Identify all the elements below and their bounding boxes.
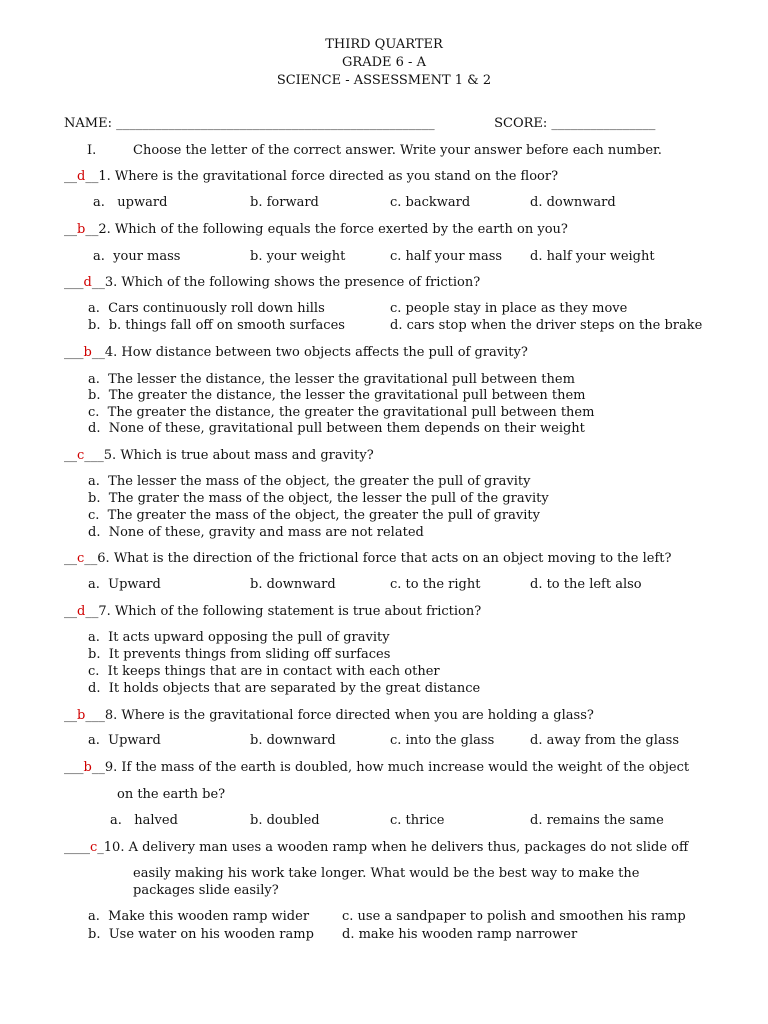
question-10-continued-2: packages slide easily? xyxy=(133,883,279,898)
option-6a: a. Upward xyxy=(88,577,161,592)
question-text: _10. A delivery man uses a wooden ramp when he delivers thus, packages do not slide off xyxy=(97,840,689,855)
answer-blank-pre: ___ xyxy=(64,345,84,360)
answer-blank-pre: __ xyxy=(64,551,77,566)
option-3c: c. people stay in place as they move xyxy=(390,301,628,316)
option-9d: d. remains the same xyxy=(530,813,664,828)
score-field-label: SCORE: ________________ xyxy=(490,116,656,131)
question-text: __1. Where is the gravitational force directed as you stand on the floor? xyxy=(85,169,559,184)
option-8c: c. into the glass xyxy=(390,733,495,748)
option-3b: b. b. things fall off on smooth surfaces xyxy=(88,318,345,333)
option-8d: d. away from the glass xyxy=(530,733,679,748)
option-9b: b. doubled xyxy=(250,813,320,828)
question-text: __3. Which of the following shows the presence of friction? xyxy=(91,275,481,290)
question-1 xyxy=(64,169,558,185)
question-3 xyxy=(64,275,480,291)
answer-mark: d xyxy=(77,169,86,184)
answer-mark: b xyxy=(83,345,92,360)
header-grade: GRADE 6 - A xyxy=(342,55,426,70)
option-2d: d. half your weight xyxy=(530,249,655,264)
name-field-label: NAME: _________________________________________________ xyxy=(64,116,435,131)
answer-blank-pre: __ xyxy=(64,222,77,237)
option-10a: a. Make this wooden ramp wider xyxy=(88,909,310,924)
option-2c: c. half your mass xyxy=(390,249,503,264)
question-text: __9. If the mass of the earth is doubled, how much increase would the weight of the object xyxy=(91,760,690,775)
question-6 xyxy=(64,551,671,567)
answer-mark: c xyxy=(90,840,98,855)
option-6b: b. downward xyxy=(250,577,336,592)
answer-mark: b xyxy=(77,708,86,723)
answer-mark: d xyxy=(83,275,92,290)
option-4a: a. The lesser the distance, the lesser the gravitational pull between them xyxy=(88,372,575,387)
header-quarter: THIRD QUARTER xyxy=(325,37,443,52)
instruction-numeral: I. xyxy=(87,143,97,158)
option-3a: a. Cars continuously roll down hills xyxy=(88,301,325,316)
option-4c: c. The greater the distance, the greater the gravitational pull between them xyxy=(88,405,595,420)
question-text: __7. Which of the following statement is true about friction? xyxy=(85,604,482,619)
instruction-text: Choose the letter of the correct answer. Write your answer before each number. xyxy=(133,143,662,158)
option-2b: b. your weight xyxy=(250,249,346,264)
option-5a: a. The lesser the mass of the object, the greater the pull of gravity xyxy=(88,474,531,489)
option-1b: b. forward xyxy=(250,195,319,210)
header-title: SCIENCE - ASSESSMENT 1 & 2 xyxy=(276,73,492,88)
option-8a: a. Upward xyxy=(88,733,161,748)
answer-mark: c xyxy=(77,448,85,463)
question-2 xyxy=(64,222,568,238)
answer-blank-pre: __ xyxy=(64,708,77,723)
option-1c: c. backward xyxy=(390,195,471,210)
option-7a: a. It acts upward opposing the pull of gravity xyxy=(88,630,390,645)
option-6d: d. to the left also xyxy=(530,577,642,592)
question-10 xyxy=(64,840,688,856)
option-8b: b. downward xyxy=(250,733,336,748)
answer-blank-pre: __ xyxy=(64,448,77,463)
answer-blank-pre: ___ xyxy=(64,760,84,775)
question-5 xyxy=(64,448,374,464)
answer-mark: d xyxy=(77,604,86,619)
option-4d: d. None of these, gravitational pull between them depends on their weight xyxy=(88,421,585,436)
answer-blank-pre: ___ xyxy=(64,275,84,290)
answer-blank-pre: __ xyxy=(64,169,77,184)
option-5b: b. The grater the mass of the object, the lesser the pull of the gravity xyxy=(88,491,549,506)
option-7c: c. It keeps things that are in contact with each other xyxy=(88,664,440,679)
option-5d: d. None of these, gravity and mass are not related xyxy=(88,525,424,540)
question-9 xyxy=(64,760,689,776)
question-text: __6. What is the direction of the frictional force that acts on an object moving to the left? xyxy=(84,551,672,566)
question-4 xyxy=(64,345,528,361)
option-10d: d. make his wooden ramp narrower xyxy=(342,927,578,942)
answer-blank-pre: __ xyxy=(64,604,77,619)
answer-mark: c xyxy=(77,551,85,566)
question-9-continued: on the earth be? xyxy=(117,787,226,802)
question-7 xyxy=(64,604,481,620)
option-10b: b. Use water on his wooden ramp xyxy=(88,927,314,942)
question-text: __4. How distance between two objects affects the pull of gravity? xyxy=(91,345,528,360)
question-8 xyxy=(64,708,594,724)
option-2a: a. your mass xyxy=(93,249,181,264)
question-text: __2. Which of the following equals the force exerted by the earth on you? xyxy=(85,222,568,237)
option-1a: a. upward xyxy=(93,195,168,210)
answer-mark: b xyxy=(83,760,92,775)
question-10-continued: easily making his work take longer. What would be the best way to make the xyxy=(133,866,640,881)
option-10c: c. use a sandpaper to polish and smoothen his ramp xyxy=(342,909,686,924)
option-5c: c. The greater the mass of the object, the greater the pull of gravity xyxy=(88,508,540,523)
answer-blank-pre: ____ xyxy=(64,840,90,855)
option-7b: b. It prevents things from sliding off surfaces xyxy=(88,647,391,662)
option-1d: d. downward xyxy=(530,195,616,210)
option-4b: b. The greater the distance, the lesser the gravitational pull between them xyxy=(88,388,586,403)
question-text: ___5. Which is true about mass and gravity? xyxy=(84,448,374,463)
option-9c: c. thrice xyxy=(390,813,445,828)
answer-mark: b xyxy=(77,222,86,237)
question-text: ___8. Where is the gravitational force directed when you are holding a glass? xyxy=(85,708,594,723)
option-7d: d. It holds objects that are separated by the great distance xyxy=(88,681,481,696)
option-6c: c. to the right xyxy=(390,577,481,592)
option-9a: a. halved xyxy=(110,813,178,828)
option-3d: d. cars stop when the driver steps on the brake xyxy=(390,318,703,333)
